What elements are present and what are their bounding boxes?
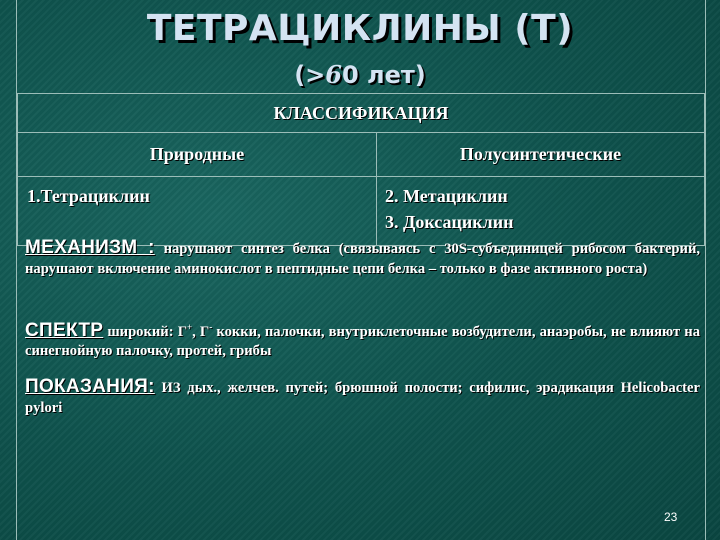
spectrum-heading: СПЕКТР [25, 319, 104, 341]
table-header-cell: КЛАССИФИКАЦИЯ [18, 94, 705, 133]
spectrum-text: широкий: Г [103, 323, 187, 340]
semisynthetic-items-cell [377, 177, 705, 246]
column-natural: Природные [18, 133, 377, 177]
spectrum-text: кокки, палочки, внутриклеточные возбудители, анаэробы, не влияют на синегнойную палочку, протей, грибы [25, 323, 700, 360]
gram-negative-sup: - [209, 322, 213, 332]
mechanism-heading: МЕХАНИЗМ : [25, 237, 155, 258]
natural-item: 1.Тетрациклин [27, 186, 150, 206]
subtitle-rest: 0 лет) [341, 61, 426, 89]
page-number: 23 [664, 510, 678, 524]
mechanism-paragraph [25, 238, 700, 279]
natural-items-cell [18, 177, 377, 246]
semisynthetic-item: 2. Метациклин [385, 186, 508, 206]
table-header-row [18, 94, 705, 133]
gram-positive-sup: + [187, 322, 193, 332]
slide-title: ТЕТРАЦИКЛИНЫ (Т) [146, 8, 574, 49]
spectrum-text: , Г [192, 323, 210, 340]
mechanism-text: нарушают синтез белка (связываясь с 30S-субъединицей рибосом бактерий, нарушают включение аминокислот в пептидные цепи белка – только в фазе активного роста) [25, 241, 700, 277]
table-columns-row [18, 133, 705, 177]
slide-subtitle [0, 60, 720, 89]
column-semisynthetic: Полусинтетические [377, 133, 705, 177]
spectrum-paragraph [25, 318, 700, 362]
indications-paragraph [25, 377, 700, 418]
semisynthetic-item: 3. Доксациклин [385, 212, 514, 232]
subtitle-digit: 6 [325, 60, 342, 89]
classification-table [17, 93, 705, 246]
table-items-row [18, 177, 705, 246]
subtitle-open: (> [294, 61, 326, 89]
indications-heading: ПОКАЗАНИЯ: [25, 376, 155, 397]
indications-text: ИЗ дых., желчев. путей; брюшной полости; сифилис, эрадикация Helicobacter pylori [25, 380, 700, 416]
